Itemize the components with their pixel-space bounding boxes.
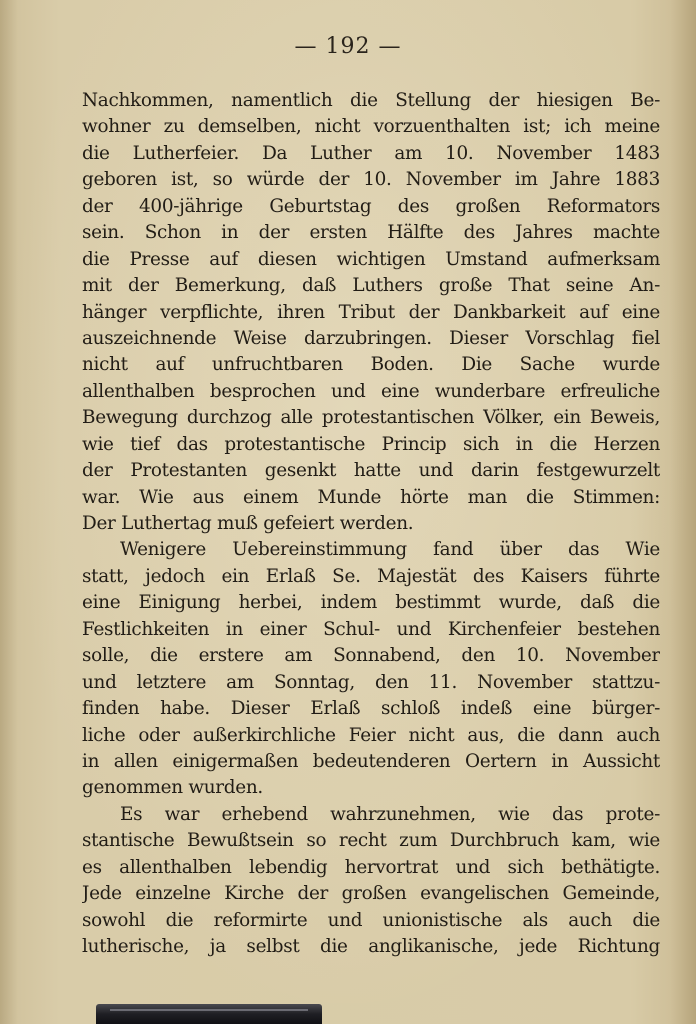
body-text [82,88,660,960]
text-line: Nachkommen, namentlich die Stellung der hiesigen Be- [82,90,660,111]
text-line: genommen wurden. [82,777,263,799]
text-line: war. Wie aus einem Munde hörte man die Stimmen: [82,486,660,508]
text-line: solle, die erstere am Sonnabend, den 10. November [82,645,660,667]
text-line: Wenigere Uebereinstimmung fand über das Wie [120,539,660,561]
text-line: und letztere am Sonntag, den 11. November stattzu- [82,671,660,693]
text-line: finden habe. Dieser Erlaß schloß indeß eine bürger- [82,698,660,720]
text-line: hänger verpflichte, ihren Tribut der Dankbarkeit auf eine [82,301,660,323]
text-line: Festlichkeiten in einer Schul- und Kirchenfeier bestehen [82,618,660,640]
text-line: mit der Bemerkung, daß Luthers große That seine An- [82,275,660,297]
text-line: Jede einzelne Kirche der großen evangelischen Gemeinde, [82,883,660,905]
text-line: wohner zu demselben, nicht vorzuenthalten ist; ich meine [82,116,660,138]
text-line: es allenthalben lebendig hervortrat und sich bethätigte. [82,856,660,878]
text-line: auszeichnende Weise darzubringen. Dieser Vorschlag fiel [82,327,660,349]
text-line: der 400-jährige Geburtstag des großen Reformators [82,195,660,217]
binder-clip [96,1004,322,1024]
text-line: Bewegung durchzog alle protestantischen Völker, ein Beweis, [82,407,660,429]
text-line: Der Luthertag muß gefeiert werden. [82,513,414,534]
text-line: die Presse auf diesen wichtigen Umstand aufmerksam [82,248,660,270]
text-line: lutherische, ja selbst die anglikanische, jede Richtung [82,936,660,957]
text-line: sowohl die reformirte und unionistische als auch die [82,909,660,931]
text-line: eine Einigung herbei, indem bestimmt wurde, daß die [82,592,660,614]
text-line: sein. Schon in der ersten Hälfte des Jahres machte [82,222,660,244]
text-line: allenthalben besprochen und eine wunderbare erfreuliche [82,380,660,402]
text-line: wie tief das protestantische Princip sich in die Herzen [82,433,660,455]
text-line: der Protestanten gesenkt hatte und darin festgewurzelt [82,460,660,482]
text-line: nicht auf unfruchtbaren Boden. Die Sache wurde [82,354,660,376]
text-line: Es war erhebend wahrzunehmen, wie das prote- [120,803,660,825]
text-line: statt, jedoch ein Erlaß Se. Majestät des Kaisers führte [82,565,660,587]
text-line: liche oder außerkirchliche Feier nicht aus, die dann auch [82,724,660,746]
text-line: geboren ist, so würde der 10. November im Jahre 1883 [82,169,660,191]
text-line: die Lutherfeier. Da Luther am 10. November 1483 [82,142,660,164]
text-line: stantische Bewußtsein so recht zum Durchbruch kam, wie [82,830,660,852]
text-line: in allen einigermaßen bedeutenderen Oertern in Aussicht [82,750,660,772]
page-number: — 192 — [294,34,402,59]
